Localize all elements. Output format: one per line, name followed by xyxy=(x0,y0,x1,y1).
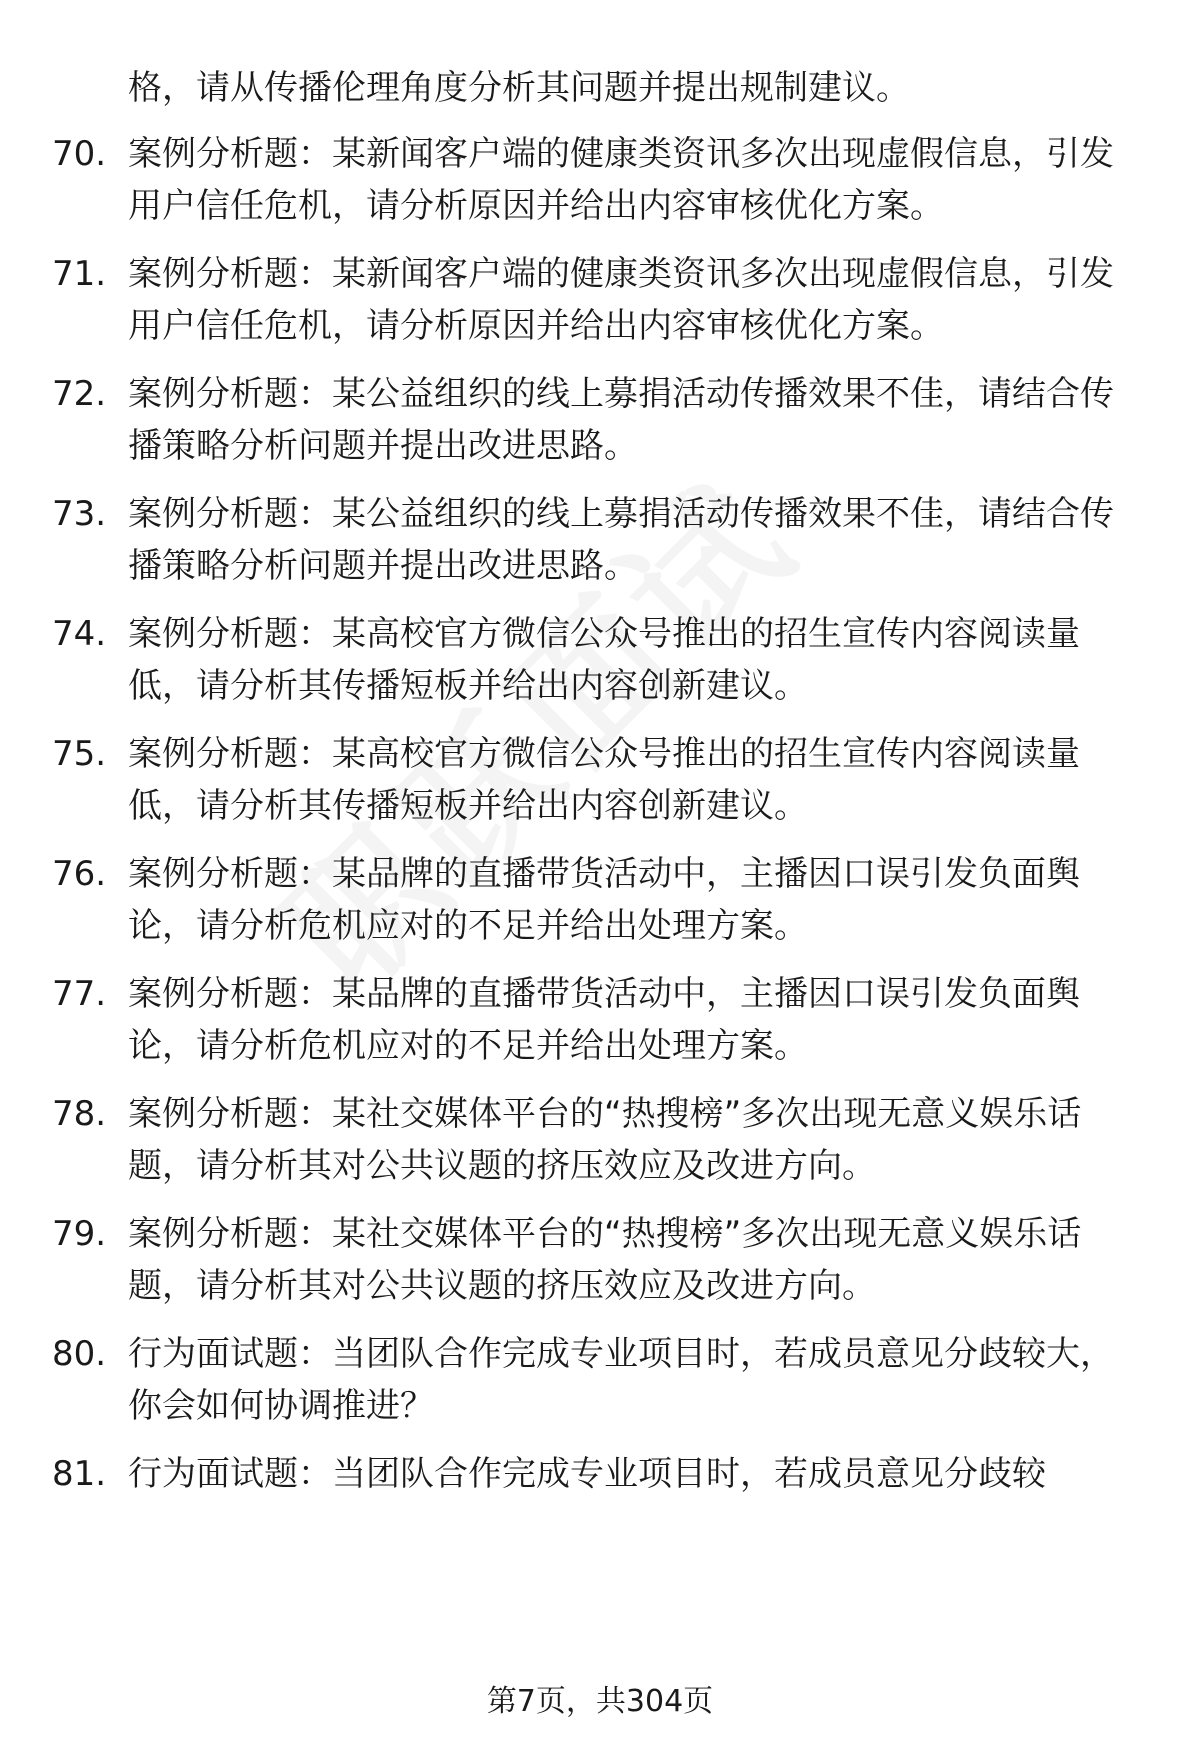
question-number: 75. xyxy=(52,734,107,774)
question-number: 71. xyxy=(52,254,107,294)
question-text: 行为面试题：当团队合作完成专业项目时，若成员意见分歧较 xyxy=(128,1454,1046,1494)
question-text: 案例分析题：某新闻客户端的健康类资讯多次出现虚假信息，引发用户信任危机，请分析原因并给出内容审核优化方案。 xyxy=(128,134,1114,226)
question-text: 案例分析题：某高校官方微信公众号推出的招生宣传内容阅读量低，请分析其传播短板并给出内容创新建议。 xyxy=(128,614,1080,706)
question-text: 案例分析题：某品牌的直播带货活动中，主播因口误引发负面舆论，请分析危机应对的不足并给出处理方案。 xyxy=(128,854,1080,946)
question-number: 78. xyxy=(52,1094,107,1134)
question-text: 案例分析题：某品牌的直播带货活动中，主播因口误引发负面舆论，请分析危机应对的不足并给出处理方案。 xyxy=(128,974,1080,1066)
question-text: 案例分析题：某公益组织的线上募捐活动传播效果不佳，请结合传播策略分析问题并提出改进思路。 xyxy=(128,494,1114,586)
question-text: 案例分析题：某公益组织的线上募捐活动传播效果不佳，请结合传播策略分析问题并提出改进思路。 xyxy=(128,374,1114,466)
question-number: 77. xyxy=(52,974,107,1014)
question-number: 81. xyxy=(52,1454,107,1494)
question-text: 行为面试题：当团队合作完成专业项目时，若成员意见分歧较大，你会如何协调推进？ xyxy=(128,1334,1114,1426)
question-number: 70. xyxy=(52,134,107,174)
continuation-text: 格，请从传播伦理角度分析其问题并提出规制建议。 xyxy=(128,68,910,108)
question-number: 73. xyxy=(52,494,107,534)
question-text: 案例分析题：某社交媒体平台的“热搜榜”多次出现无意义娱乐话题，请分析其对公共议题的挤压效应及改进方向。 xyxy=(128,1214,1082,1306)
question-text: 案例分析题：某新闻客户端的健康类资讯多次出现虚假信息，引发用户信任危机，请分析原因并给出内容审核优化方案。 xyxy=(128,254,1114,346)
question-number: 80. xyxy=(52,1334,107,1374)
page-footer: 第7页，共304页 xyxy=(486,1684,714,1719)
question-text: 案例分析题：某高校官方微信公众号推出的招生宣传内容阅读量低，请分析其传播短板并给出内容创新建议。 xyxy=(128,734,1080,826)
question-number: 79. xyxy=(52,1214,107,1254)
question-number: 74. xyxy=(52,614,107,654)
question-number: 72. xyxy=(52,374,107,414)
question-number: 76. xyxy=(52,854,107,894)
question-text: 案例分析题：某社交媒体平台的“热搜榜”多次出现无意义娱乐话题，请分析其对公共议题的挤压效应及改进方向。 xyxy=(128,1094,1082,1186)
